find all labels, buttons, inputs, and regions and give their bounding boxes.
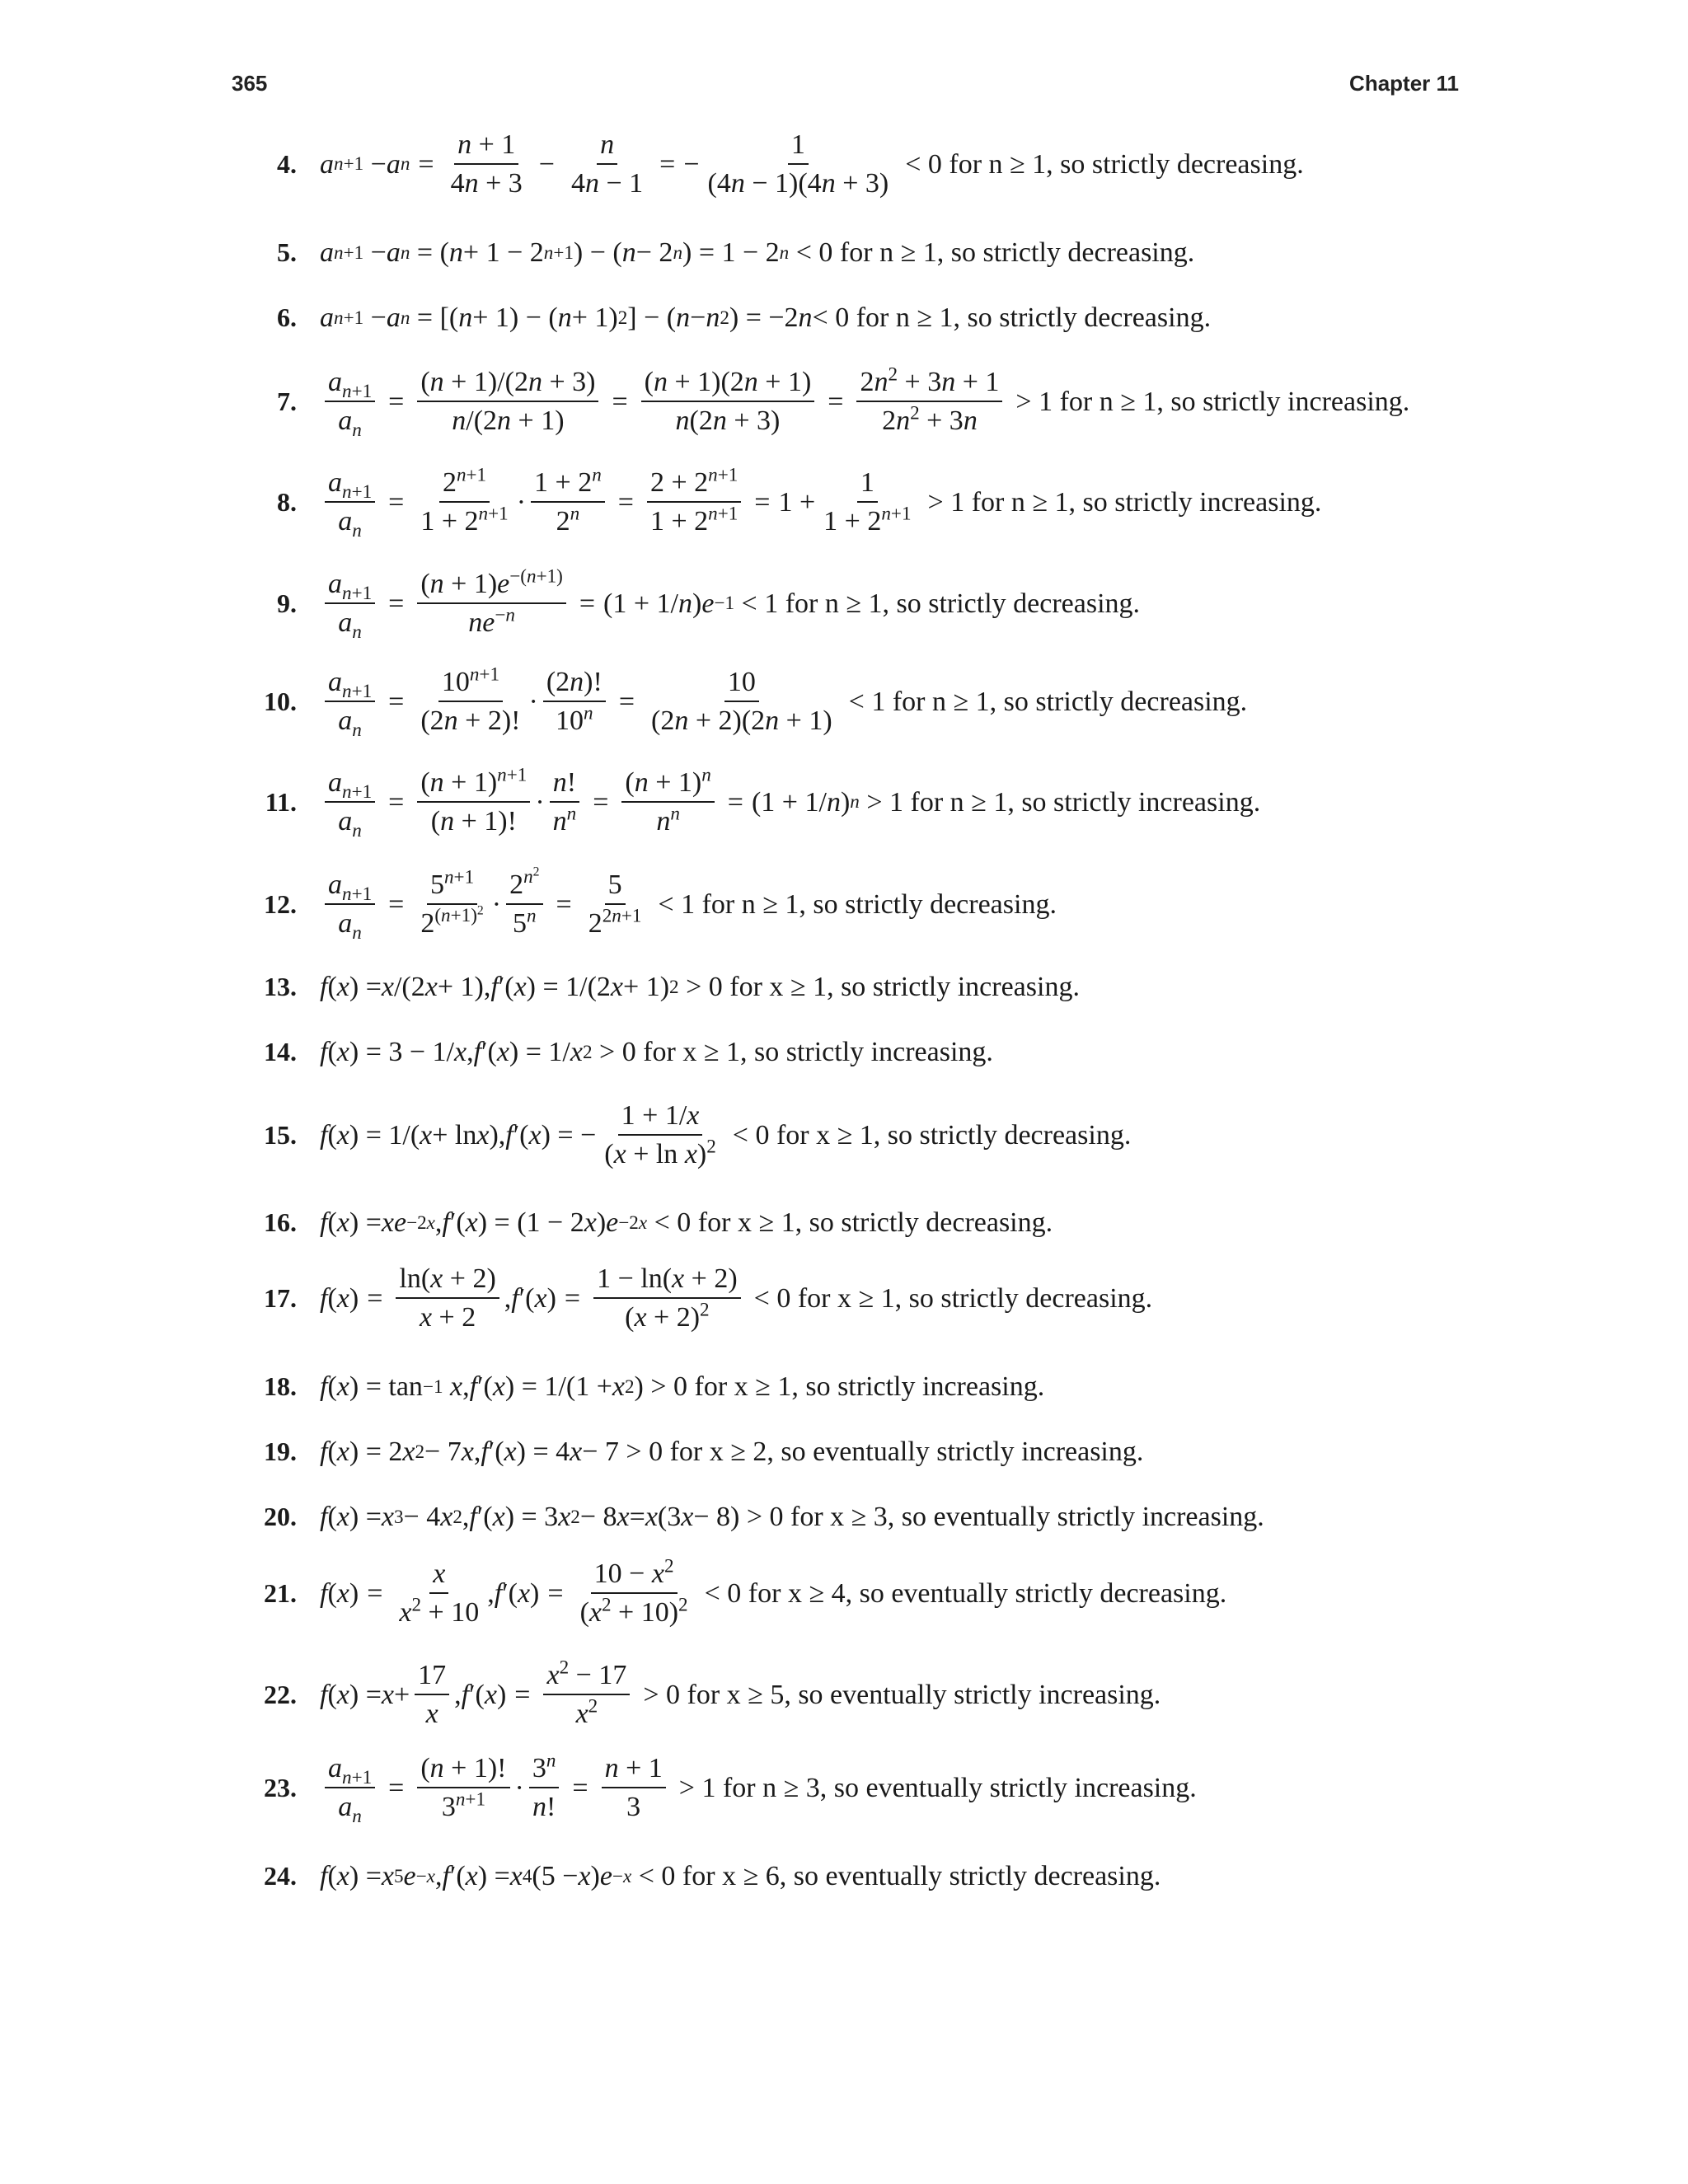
problem-number: 6.: [277, 302, 297, 333]
problem-conclusion: for n ≥ 1, so strictly decreasing.: [856, 302, 1212, 333]
problem-number: 21.: [264, 1577, 297, 1608]
problem-conclusion: for n ≥ 1, so strictly decreasing.: [701, 888, 1057, 920]
problem-12: [231, 865, 1484, 944]
problem-number: 5.: [277, 237, 297, 268]
problem-conclusion: for n ≥ 1, so strictly decreasing.: [949, 148, 1304, 180]
problem-number: 4.: [277, 148, 297, 179]
problem-20: [231, 1501, 1484, 1533]
problem-18: [231, 1371, 1484, 1403]
problem-expression: $\frac{a_{n+1}}{a_n}$ = $\frac{(n + 1)/(2n + 3)}{n/(2n + 1)}$ = $\frac{(n + 1)(2n + 1)}{n(2n + 3)}$ = $\frac{2n^2 + 3n + 1}{2n^2 + 3n}$ > 1 for n ≥ 1, so strictly increasing.: [320, 366, 1409, 437]
problem-number: 15.: [264, 1119, 297, 1150]
problem-conclusion: for x ≥ 1, so strictly increasing.: [694, 1371, 1045, 1402]
problem-number: 13.: [264, 972, 297, 1002]
problem-expression: a n+1 − a n = $\frac{n + 1}{4n + 3}$ − $\frac{n}{4n - 1}$ = − $\frac{1}{(4n - 1)(4n + 3)}$ < 0 for n ≥ 1, so strictly decreasing.: [320, 129, 1304, 199]
problem-conclusion: for n ≥ 1, so strictly decreasing.: [892, 686, 1248, 717]
problem-number: 11.: [265, 786, 297, 817]
problem-number: 9.: [277, 588, 297, 618]
problem-number: 22.: [264, 1679, 297, 1709]
problem-conclusion: for n ≥ 3, so eventually strictly increasing.: [722, 1772, 1197, 1803]
problem-expression: f ( x ) = tan −1 x , f ′( x ) = 1/(1 + x 2 ) > 0 for x ≥ 1, so strictly increasing.: [320, 1371, 1045, 1402]
problem-number: 20.: [264, 1502, 297, 1532]
problem-11: [231, 764, 1484, 842]
problem-13: [231, 971, 1484, 1003]
problem-conclusion: for n ≥ 1, so strictly increasing.: [1059, 386, 1410, 417]
problem-conclusion: for n ≥ 1, so strictly increasing.: [910, 786, 1261, 818]
problem-6: [231, 302, 1484, 334]
problem-23: [231, 1750, 1484, 1828]
problem-4: [231, 129, 1484, 199]
problem-conclusion: for n ≥ 1, so strictly decreasing.: [785, 588, 1141, 619]
problem-number: 19.: [264, 1436, 297, 1467]
problem-expression: f ( x ) = 1/( x + ln x ), f ′( x ) = − $\frac{1 + 1/x}{(x + \ln x)^2}$ < 0 for x ≥ 1, so strictly decreasing.: [320, 1100, 1132, 1170]
problem-expression: f ( x ) = $\frac{\ln(x + 2)}{x + 2}$ , f ′( x ) = $\frac{1 - \ln(x + 2)}{(x + 2)^2}$ < 0 for x ≥ 1, so strictly decreasing.: [320, 1263, 1153, 1333]
problem-8: [231, 464, 1484, 542]
problem-17: [231, 1263, 1484, 1333]
problem-expression: f ( x ) = 3 − 1/ x , f ′( x ) = 1/ x 2 > 0 for x ≥ 1, so strictly increasing.: [320, 1037, 993, 1067]
problem-number: 7.: [277, 386, 297, 416]
problem-conclusion: for x ≥ 1, so strictly increasing.: [643, 1037, 993, 1067]
problem-conclusion: for x ≥ 5, so eventually strictly increasing.: [687, 1679, 1161, 1710]
problem-22: [231, 1659, 1484, 1730]
problem-conclusion: for x ≥ 1, so strictly increasing.: [729, 972, 1080, 1002]
problem-expression: $\frac{a_{n+1}}{a_n}$ = $\frac{5^{n+1}}{2^{(n+1)^2}}$ · $\frac{2^{n^2}}{5^n}$ = $\frac{5}{2^{2n+1}}$ < 1 for n ≥ 1, so strictly decreasing.: [320, 869, 1057, 940]
problem-conclusion: for x ≥ 4, so eventually strictly decreasing.: [748, 1577, 1227, 1609]
problem-expression: f ( x ) = x + $\frac{17}{x}$ , f ′( x ) = $\frac{x^2 - 17}{x^2}$ > 0 for x ≥ 5, so eventually strictly increasing.: [320, 1657, 1161, 1730]
problem-expression: $\frac{a_{n+1}}{a_n}$ = $\frac{(n + 1)^{n+1}}{(n + 1)!}$ · $\frac{n!}{n^n}$ = $\frac{(n + 1)^n}{n^n}$ = (1 + 1/ n ) n > 1 for n ≥ 1, so strictly increasing.: [320, 766, 1260, 837]
problem-expression: f ( x ) = xe −2x , f ′( x ) = (1 − 2 x ) e −2x < 0 for x ≥ 1, so strictly decreasing.: [320, 1207, 1053, 1238]
problem-5: [231, 237, 1484, 269]
problem-number: 23.: [264, 1772, 297, 1802]
problem-conclusion: for x ≥ 6, so eventually strictly decreasing.: [682, 1861, 1161, 1891]
problem-number: 14.: [264, 1037, 297, 1067]
problem-expression: f ( x ) = x 3 − 4 x 2 , f ′( x ) = 3 x 2 − 8 x = x (3 x − 8) > 0 for x ≥ 3, so eventually strictly increasing.: [320, 1502, 1264, 1532]
problem-conclusion: for n ≥ 1, so strictly decreasing.: [839, 237, 1195, 268]
problem-number: 8.: [277, 486, 297, 517]
problem-conclusion: for x ≥ 1, so strictly decreasing.: [776, 1119, 1132, 1151]
problem-expression: $\frac{a_{n+1}}{a_n}$ = $\frac{2^{n+1}}{1 + 2^{n+1}}$ · $\frac{1 + 2^n}{2^n}$ = $\frac{2 + 2^{n+1}}{1 + 2^{n+1}}$ = 1 + $\frac{1}{1 + 2^{n+1}}$ > 1 for n ≥ 1, so strictly increasing.: [320, 466, 1321, 537]
problem-16: [231, 1207, 1484, 1239]
problem-expression: $\frac{a_{n+1}}{a_n}$ = $\frac{(n + 1)!}{3^{n+1}}$ · $\frac{3^n}{n!}$ = $\frac{n + 1}{3}$ > 1 for n ≥ 3, so eventually strictly increasing.: [320, 1752, 1197, 1823]
problem-19: [231, 1436, 1484, 1468]
problem-number: 24.: [264, 1861, 297, 1891]
problem-number: 18.: [264, 1371, 297, 1402]
problem-7: [231, 363, 1484, 442]
problem-number: 16.: [264, 1207, 297, 1238]
problem-expression: a n+1 − a n = [( n + 1) − ( n + 1) 2 ] − ( n − n 2 ) = −2 n < 0 for n ≥ 1, so strictly decreasing.: [320, 302, 1212, 333]
problem-number: 12.: [264, 888, 297, 919]
problem-expression: $\frac{a_{n+1}}{a_n}$ = $\frac{(n + 1)e^{-(n+1)}}{ne^{-n}}$ = (1 + 1/ n ) e −1 < 1 for n ≥ 1, so strictly decreasing.: [320, 568, 1140, 639]
problem-24: [231, 1860, 1484, 1892]
problem-expression: $\frac{a_{n+1}}{a_n}$ = $\frac{10^{n+1}}{(2n + 2)!}$ · $\frac{(2n)!}{10^n}$ = $\frac{10}{(2n + 2)(2n + 1)}$ < 1 for n ≥ 1, so strictly decreasing.: [320, 666, 1247, 737]
problem-conclusion: for n ≥ 1, so strictly increasing.: [971, 486, 1322, 518]
problem-conclusion: for x ≥ 1, so strictly decreasing.: [797, 1282, 1153, 1314]
problem-expression: a n+1 − a n = ( n + 1 − 2 n+1 ) − ( n − 2 n ) = 1 − 2 n < 0 for n ≥ 1, so strictly decreasing.: [320, 237, 1195, 268]
problem-expression: f ( x ) = $\frac{x}{x^2 + 10}$ , f ′( x ) = $\frac{10 - x^2}{(x^2 + 10)^2}$ < 0 for x ≥ 4, so eventually strictly decreasing.: [320, 1555, 1227, 1629]
problem-expression: f ( x ) = x /(2 x + 1), f ′( x ) = 1/(2 x + 1) 2 > 0 for x ≥ 1, so strictly increasing.: [320, 972, 1080, 1002]
problem-number: 17.: [264, 1282, 297, 1313]
page-number: 365: [232, 71, 268, 96]
problem-10: [231, 663, 1484, 742]
problem-9: [231, 565, 1484, 644]
problem-conclusion: for x ≥ 1, so strictly decreasing.: [697, 1207, 1053, 1238]
chapter-title: Chapter 11: [1349, 71, 1459, 96]
problem-21: [231, 1555, 1484, 1629]
problem-15: [231, 1099, 1484, 1170]
problem-number: 10.: [264, 686, 297, 716]
problem-conclusion: for x ≥ 2, so eventually strictly increasing.: [669, 1436, 1144, 1467]
problem-conclusion: for x ≥ 3, so eventually strictly increasing.: [790, 1502, 1264, 1532]
problem-14: [231, 1036, 1484, 1068]
problem-expression: f ( x ) = 2 x 2 − 7 x , f ′( x ) = 4 x − 7 > 0 for x ≥ 2, so eventually strictly increasing.: [320, 1436, 1144, 1467]
problem-expression: f ( x ) = x 5 e −x , f ′( x ) = x 4 (5 − x ) e −x < 0 for x ≥ 6, so eventually strictly decreasing.: [320, 1861, 1161, 1891]
